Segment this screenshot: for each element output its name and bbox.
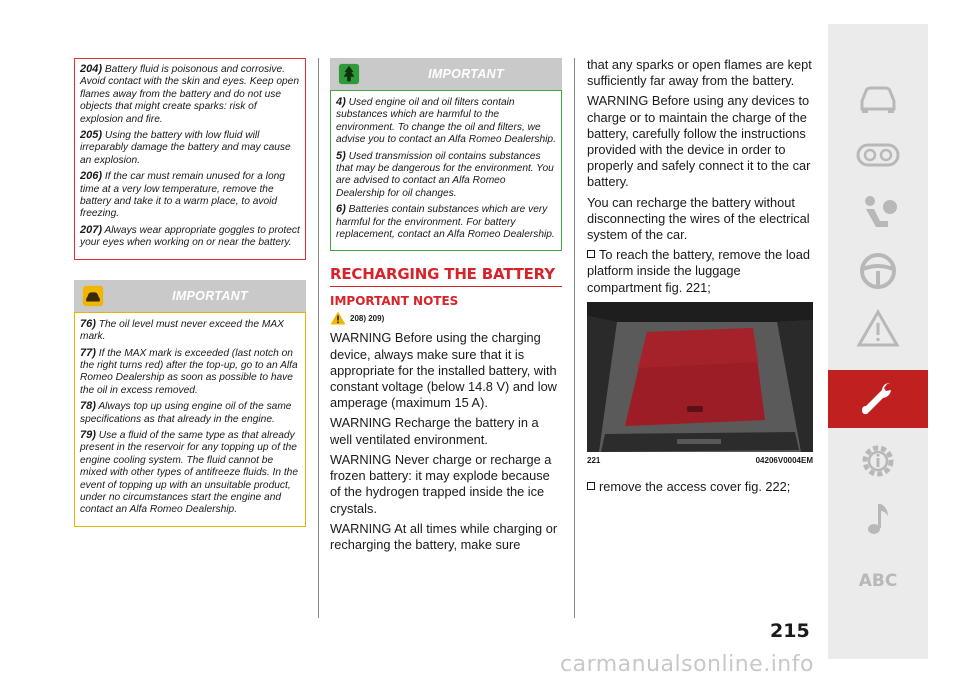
column-middle bbox=[330, 58, 562, 553]
step-item: remove the access cover fig. 222; bbox=[587, 479, 817, 495]
sidebar-item-emergency[interactable] bbox=[828, 300, 928, 358]
warning-note: 205) Using the battery with low fluid will irreparably damage the battery and may cause an explosion. bbox=[80, 129, 291, 166]
figure-luggage-compartment bbox=[587, 302, 813, 452]
important-note: 4) Used engine oil and oil filters contain substances which are harmful to the environment. To change the oil and filters, we advise you to contact an Alfa Romeo Dealership. bbox=[336, 96, 556, 146]
important-note: 76) The oil level must never exceed the MAX mark. bbox=[80, 317, 284, 343]
car-icon bbox=[856, 77, 900, 117]
car-service-icon bbox=[82, 285, 104, 307]
step-item: To reach the battery, remove the load platform inside the luggage compartment fig. 221; bbox=[587, 247, 811, 295]
seat-airbag-icon bbox=[856, 193, 900, 233]
sidebar-item-technical[interactable] bbox=[828, 432, 928, 490]
important-note: 78) Always top up using engine oil of the same specifications as that already in the engine. bbox=[80, 400, 292, 425]
important-header bbox=[330, 58, 562, 90]
column-left bbox=[74, 58, 306, 527]
paragraph: WARNING Before using any devices to charge or to maintain the charge of the battery, carefully follow the instructions provided with the device in order to properly and safely connect it to the car battery. bbox=[587, 93, 811, 190]
important-title: IMPORTANT bbox=[428, 67, 504, 81]
environment-notes-box bbox=[330, 90, 562, 251]
column-right bbox=[587, 57, 817, 495]
column-divider bbox=[318, 58, 319, 618]
warning-triangle-icon bbox=[330, 311, 346, 325]
important-header bbox=[74, 280, 306, 312]
warning-note: 207) Always wear appropriate goggles to protect your eyes when working on or near the battery. bbox=[80, 223, 300, 249]
important-note: 5) Used transmission oil contains substances that may be dangerous for the environment. You are advised to contact an Alfa Romeo Dealership for oil changes. bbox=[336, 149, 554, 199]
important-note: 77) If the MAX mark is exceeded (last notch on the right turns red) after the top-up, go to an Alfa Romeo Dealership as soon as possible to have the oil in excess removed. bbox=[80, 346, 298, 396]
sidebar-item-multimedia[interactable] bbox=[828, 490, 928, 548]
wrench-icon bbox=[856, 379, 900, 419]
chapter-sidebar bbox=[828, 24, 928, 659]
warning-triangle-icon bbox=[856, 309, 900, 349]
warning-refs: 208) 209) bbox=[330, 310, 562, 326]
important-title: IMPORTANT bbox=[172, 288, 248, 303]
paragraph: WARNING At all times while charging or recharging the battery, make sure bbox=[330, 520, 558, 552]
sidebar-item-index[interactable] bbox=[828, 552, 928, 610]
music-note-icon bbox=[856, 499, 900, 539]
section-subtitle: IMPORTANT NOTES bbox=[330, 294, 459, 309]
paragraph: WARNING Before using the charging device, always make sure that it is appropriate for the installed battery, with constant voltage (below 14.8 V) and low amperage (maximum 15 A). bbox=[330, 330, 557, 411]
warning-note: 206) If the car must remain unused for a long time at a very low temperature, remove the battery and take it to a warm place, to avoid freezing. bbox=[80, 170, 285, 220]
luggage-compartment-illustration bbox=[587, 302, 813, 452]
figure-number: 221 bbox=[587, 455, 601, 465]
warning-note: 204) Battery fluid is poisonous and corrosive. Avoid contact with the skin and eyes. Keep open flames away from the battery and do not use objects that might create sparks: risk of explosion and fire. bbox=[80, 63, 299, 125]
sidebar-item-maintenance[interactable] bbox=[828, 370, 928, 428]
figure-caption bbox=[587, 456, 813, 465]
environment-tree-icon bbox=[338, 63, 360, 85]
checkbox-bullet-icon bbox=[587, 482, 595, 490]
steering-wheel-icon bbox=[856, 251, 900, 291]
important-notes-box bbox=[74, 312, 306, 527]
page-number: 215 bbox=[770, 620, 810, 642]
sidebar-item-car[interactable] bbox=[828, 68, 928, 126]
important-note: 6) Batteries contain substances which are very harmful for the environment. For battery replacement, contact an Alfa Romeo Dealership. bbox=[336, 203, 555, 241]
paragraph: WARNING Recharge the battery in a well ventilated environment. bbox=[330, 415, 539, 447]
technical-data-gear-icon bbox=[856, 441, 900, 481]
sidebar-item-driving[interactable] bbox=[828, 242, 928, 300]
watermark: carmanualsonline.info bbox=[560, 652, 814, 677]
dashboard-gauges-icon bbox=[856, 135, 900, 175]
section-title: RECHARGING THE BATTERY bbox=[330, 265, 562, 287]
sidebar-item-safety[interactable] bbox=[828, 184, 928, 242]
checkbox-bullet-icon bbox=[587, 250, 595, 258]
paragraph: WARNING Never charge or recharge a frozen battery: it may explode because of the hydrogen trapped inside the ice crystals. bbox=[330, 451, 552, 516]
sidebar-item-dashboard[interactable] bbox=[828, 126, 928, 184]
warnings-box bbox=[74, 58, 306, 260]
column-divider bbox=[574, 58, 575, 618]
paragraph: You can recharge the battery without disconnecting the wires of the electrical system of the car. bbox=[587, 194, 810, 243]
paragraph: that any sparks or open flames are kept sufficiently far away from the battery. bbox=[587, 57, 812, 89]
figure-code: 04206V0004EM bbox=[755, 455, 813, 465]
abc-index-label: ABC bbox=[858, 571, 898, 591]
important-note: 79) Use a fluid of the same type as that already present in the reservoir for any topping up of the engine cooling system. The fluid cannot be mixed with other types of antifreeze fluids. In the event of topping up with an unsuitable product, under no circumstances start the engine and contact an Alfa Romeo Dealership. bbox=[80, 428, 299, 516]
